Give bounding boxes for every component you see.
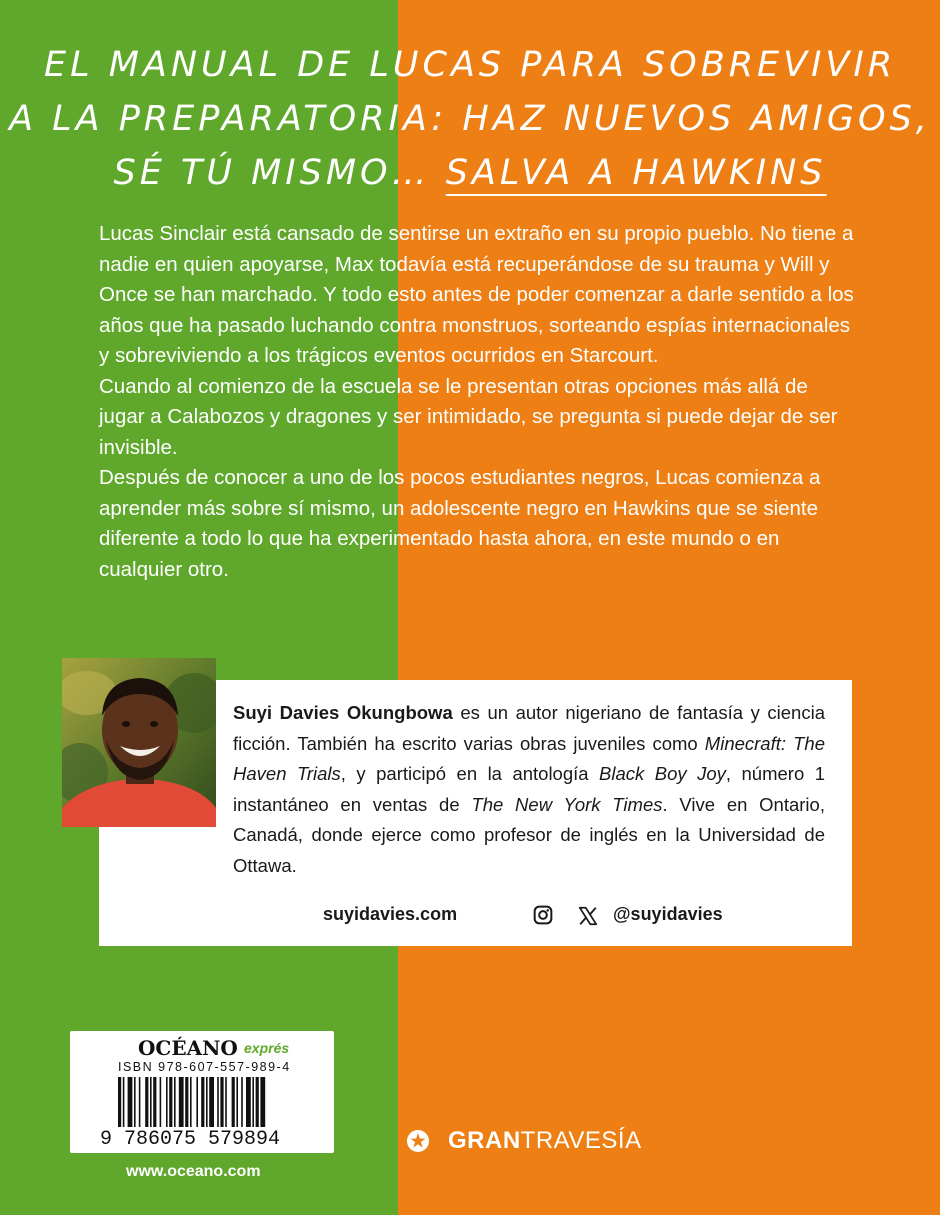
synopsis-paragraph-1: Lucas Sinclair está cansado de sentirse un extraño en su propio pueblo. No tiene a nadie en quien apoyarse, Max todavía está recuperándose de su trauma y Will y Once se han marchado. Y todo esto antes de poder comenzar a darle sentido a los años que ha pasado luchando contra monstruos, sorteando espías internacionales y sobreviviendo a los trágicos eventos ocurridos en Starcourt. (99, 222, 854, 367)
grantravesia-logo (406, 1127, 642, 1155)
publisher-logo: OCÉANO (138, 1036, 238, 1060)
author-work-3: The New York Times (471, 793, 663, 815)
headline-underlined-phrase: SALVA A HAWKINS (445, 153, 827, 193)
barcode-digits: 9 786075 579894 (100, 1128, 281, 1151)
barcode-bar (232, 1077, 235, 1127)
barcode-bar (225, 1077, 227, 1127)
author-work-1: Minecraft: The Haven Trials (233, 732, 825, 784)
barcode-bar (185, 1077, 188, 1127)
barcode-bar (150, 1077, 152, 1127)
barcode-bar (166, 1077, 168, 1127)
author-links (99, 904, 852, 934)
isbn-number: ISBN 978-607-557-989-4 (118, 1060, 291, 1074)
author-photo (62, 658, 216, 827)
synopsis-paragraph-2: Cuando al comienzo de la escuela se le presentan otras opciones más allá de jugar a Calabozos y dragones y ser intimidado, se pregunta si puede dejar de ser invisible. (99, 374, 838, 459)
barcode-bar (134, 1077, 136, 1127)
publisher-website[interactable]: www.oceano.com (126, 1163, 261, 1180)
author-social-handle[interactable]: @suyidavies (613, 904, 723, 924)
barcode-label (70, 1031, 334, 1153)
barcode-bar (118, 1077, 121, 1127)
tagline-headline (0, 38, 940, 200)
author-name: Suyi Davies Okungbowa (233, 702, 453, 723)
barcode-bar (236, 1077, 238, 1127)
barcode-bar (241, 1077, 243, 1127)
barcode-bar (128, 1077, 133, 1127)
barcode-bar (206, 1077, 208, 1127)
x-icon[interactable] (577, 905, 599, 927)
barcode-bar (246, 1077, 251, 1127)
barcode-bar (196, 1077, 198, 1127)
barcode-bar (209, 1077, 214, 1127)
barcode-bar (220, 1077, 223, 1127)
barcode-bar (160, 1077, 162, 1127)
barcode-bar (190, 1077, 192, 1127)
headline-line-3-lead: SÉ TÚ MISMO… (113, 153, 446, 193)
barcode-bar (123, 1077, 125, 1127)
headline-line-3 (0, 146, 940, 200)
author-bio-text-1: es un autor nigeriano de fantasía y ciencia ficción. También ha escrito varias obras juveniles como (233, 702, 825, 754)
barcode-bar (169, 1077, 172, 1127)
headline-line-2: A LA PREPARATORIA: HAZ NUEVOS AMIGOS, (9, 99, 931, 139)
instagram-icon[interactable] (533, 905, 553, 925)
synopsis (99, 219, 859, 585)
author-bio-text-4: . Vive en Ontario, Canadá, donde ejerce como profesor de inglés en la Universidad de Ottawa. (233, 793, 825, 876)
author-bio-text-3: , número 1 instantáneo en ventas de (233, 763, 826, 815)
barcode-bar (174, 1077, 176, 1127)
author-work-2: Black Boy Joy (599, 763, 726, 784)
barcode-bar (260, 1077, 265, 1127)
barcode-bar (217, 1077, 219, 1127)
author-bio (233, 698, 825, 881)
barcode-bar (179, 1077, 184, 1127)
imprint-name: exprés (244, 1040, 290, 1056)
author-bio-text-2: , y participó en la antología (340, 763, 600, 784)
barcode-bar (153, 1077, 156, 1127)
barcode-bar (139, 1077, 141, 1127)
brand-bold: GRAN (448, 1127, 521, 1154)
author-website-link[interactable]: suyidavies.com (323, 904, 458, 924)
grantravesia-emblem-icon (406, 1129, 430, 1153)
barcode-bar (145, 1077, 148, 1127)
brand-regular: TRAVESÍA (520, 1127, 642, 1154)
synopsis-paragraph-3: Después de conocer a uno de los pocos estudiantes negros, Lucas comienza a aprender más sobre sí mismo, un adolescente negro en Hawkins que se siente diferente a todo lo que ha experimentado hasta ahora, en este mundo o en cualquier otro. (99, 466, 821, 581)
barcode-bar (256, 1077, 259, 1127)
headline-line-1: EL MANUAL DE LUCAS PARA SOBREVIVIR (43, 45, 897, 85)
barcode (118, 1077, 310, 1127)
barcode-bar (252, 1077, 254, 1127)
barcode-bar (201, 1077, 204, 1127)
